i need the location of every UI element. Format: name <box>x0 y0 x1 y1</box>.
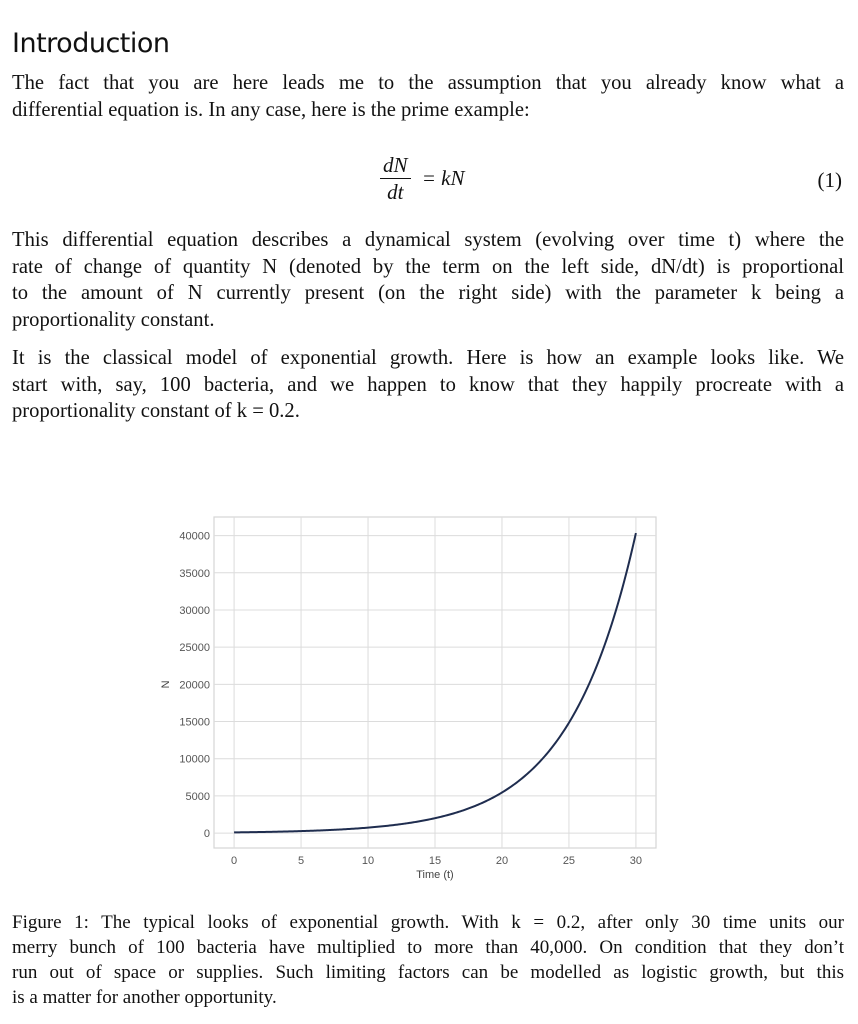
text-line: rate of change of quantity N (denoted by the term on the left side, dN/dt) is proportional <box>12 255 844 278</box>
text-line: It is the classical model of exponential growth. Here is how an example looks like. We <box>12 347 844 369</box>
y-tick-label: 25000 <box>179 642 210 655</box>
x-tick-label: 5 <box>297 855 305 867</box>
text-line: The fact that you are here leads me to the assumption that you already know what a <box>12 72 844 94</box>
caption-line: run out of space or supplies. Such limiting factors can be modelled as logistic growth, but this <box>12 962 844 983</box>
equation <box>380 152 465 205</box>
text-line: proportionality constant. <box>12 308 215 331</box>
equation-fraction <box>380 152 411 205</box>
caption-line: merry bunch of 100 bacteria have multiplied to more than 40,000. On condition that they don’t <box>12 937 844 958</box>
x-tick-label: 15 <box>428 855 442 867</box>
equation-numerator: dN <box>380 152 411 179</box>
x-tick-label: 10 <box>361 855 375 867</box>
y-tick-label: 30000 <box>179 604 210 617</box>
y-tick-label: 40000 <box>179 530 210 543</box>
x-axis-label: Time (t) <box>416 869 454 881</box>
paragraph-example <box>12 345 844 425</box>
text-line: proportionality constant of k = 0.2. <box>12 400 300 422</box>
paragraph-description <box>12 227 844 333</box>
x-tick-label: 0 <box>231 855 238 867</box>
y-tick-label: 5000 <box>185 790 210 803</box>
equation-rhs: = kN <box>421 166 465 190</box>
chart-canvas <box>150 505 670 890</box>
text-line: to the amount of N currently present (on the right side) with the parameter k being a <box>12 282 844 304</box>
text-line: This differential equation describes a dynamical system (evolving over time t) where the <box>12 229 844 251</box>
caption-line: is a matter for another opportunity. <box>12 987 277 1008</box>
section-heading: Introduction <box>12 28 170 60</box>
y-tick-label: 15000 <box>179 716 210 729</box>
x-tick-label: 25 <box>562 855 576 867</box>
equation-number: (1) <box>817 168 842 192</box>
y-tick-label: 20000 <box>179 679 210 692</box>
y-axis-label: N <box>160 680 172 689</box>
equation-denominator: dt <box>387 180 404 204</box>
y-tick-label: 35000 <box>179 567 210 580</box>
x-tick-label: 20 <box>495 855 509 867</box>
y-tick-label: 0 <box>203 828 210 841</box>
text-line: start with, say, 100 bacteria, and we happen to know that they happily procreate with a <box>12 373 844 396</box>
paragraph-intro <box>12 70 844 123</box>
text-line: differential equation is. In any case, here is the prime example: <box>12 98 530 121</box>
exponential-growth-chart <box>150 505 670 895</box>
x-tick-label: 30 <box>629 855 643 867</box>
caption-line: Figure 1: The typical looks of exponential growth. With k = 0.2, after only 30 time units our <box>12 912 844 933</box>
figure-caption <box>12 910 844 1010</box>
y-tick-label: 10000 <box>179 753 210 766</box>
